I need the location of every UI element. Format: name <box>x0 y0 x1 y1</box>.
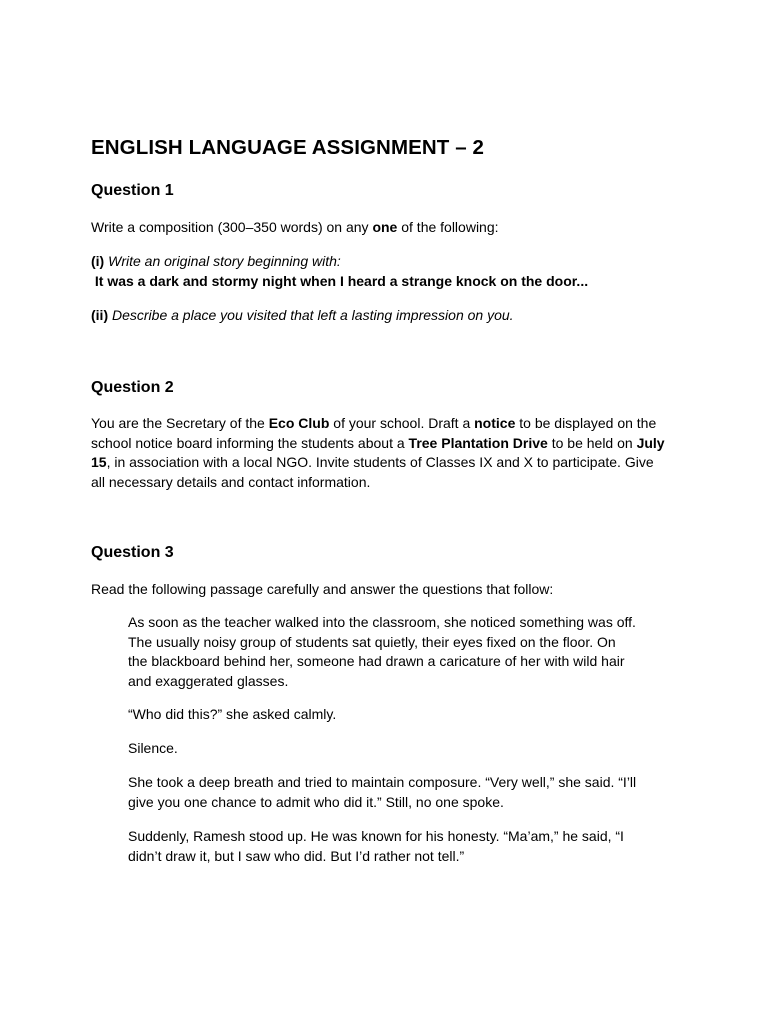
question-3-heading: Question 3 <box>91 544 174 561</box>
question-2-body <box>91 414 671 492</box>
q2-text-5: , in association with a local NGO. Invite students of Classes IX and X to participate. Give all necessary details and contact information. <box>91 454 654 490</box>
q1-intro-text-a: Write a composition (300–350 words) on any <box>91 219 373 235</box>
q2-text-3: to be displayed on the school notice board informing the students about a <box>91 415 657 451</box>
question-1-instruction <box>91 218 671 238</box>
question-1-option-2 <box>91 306 671 326</box>
q2-text-1: You are the Secretary of the <box>91 415 269 431</box>
q2-tree-plantation-drive: Tree Plantation Drive <box>408 434 548 451</box>
page-title: ENGLISH LANGUAGE ASSIGNMENT – 2 <box>91 136 485 159</box>
option-1-prompt: Write an original story beginning with: <box>104 253 341 269</box>
question-1-option-1 <box>91 252 671 291</box>
passage-paragraph-3: Silence. <box>128 740 178 756</box>
q1-intro-emphasis: one <box>372 219 398 235</box>
option-1-label: (i) <box>91 253 105 269</box>
q2-date: July 15 <box>91 434 665 470</box>
q1-intro-text-c: of the following: <box>397 219 499 235</box>
q2-notice: notice <box>474 415 516 431</box>
option-2-label: (ii) <box>91 307 109 323</box>
q2-text-4: to be held on <box>547 434 637 451</box>
q2-text-2: of your school. Draft a <box>329 415 475 431</box>
q2-eco-club: Eco Club <box>268 415 330 431</box>
passage-paragraph-1: As soon as the teacher walked into the classroom, she noticed something was off. The usually noisy group of students sat quietly, their eyes fixed on the floor. On the blackboard behind her, someone had drawn a caricature of her with wild hair and exaggerated glasses. <box>128 614 636 689</box>
question-2-heading: Question 2 <box>91 379 174 396</box>
option-1-story-line: It was a dark and stormy night when I heard a strange knock on the door... <box>94 272 589 289</box>
passage-paragraph-2: “Who did this?” she asked calmly. <box>128 706 337 722</box>
option-2-prompt: Describe a place you visited that left a lasting impression on you. <box>108 307 514 323</box>
passage-paragraph-5: Suddenly, Ramesh stood up. He was known for his honesty. “Ma’am,” he said, “I didn’t draw it, but I saw who did. But I’d rather not tell.” <box>128 828 624 864</box>
question-1-heading: Question 1 <box>91 182 174 199</box>
passage-paragraph-4: She took a deep breath and tried to maintain composure. “Very well,” she said. “I’ll give you one chance to admit who did it.” Still, no one spoke. <box>128 774 637 810</box>
question-3-instruction: Read the following passage carefully and answer the questions that follow: <box>91 581 554 597</box>
